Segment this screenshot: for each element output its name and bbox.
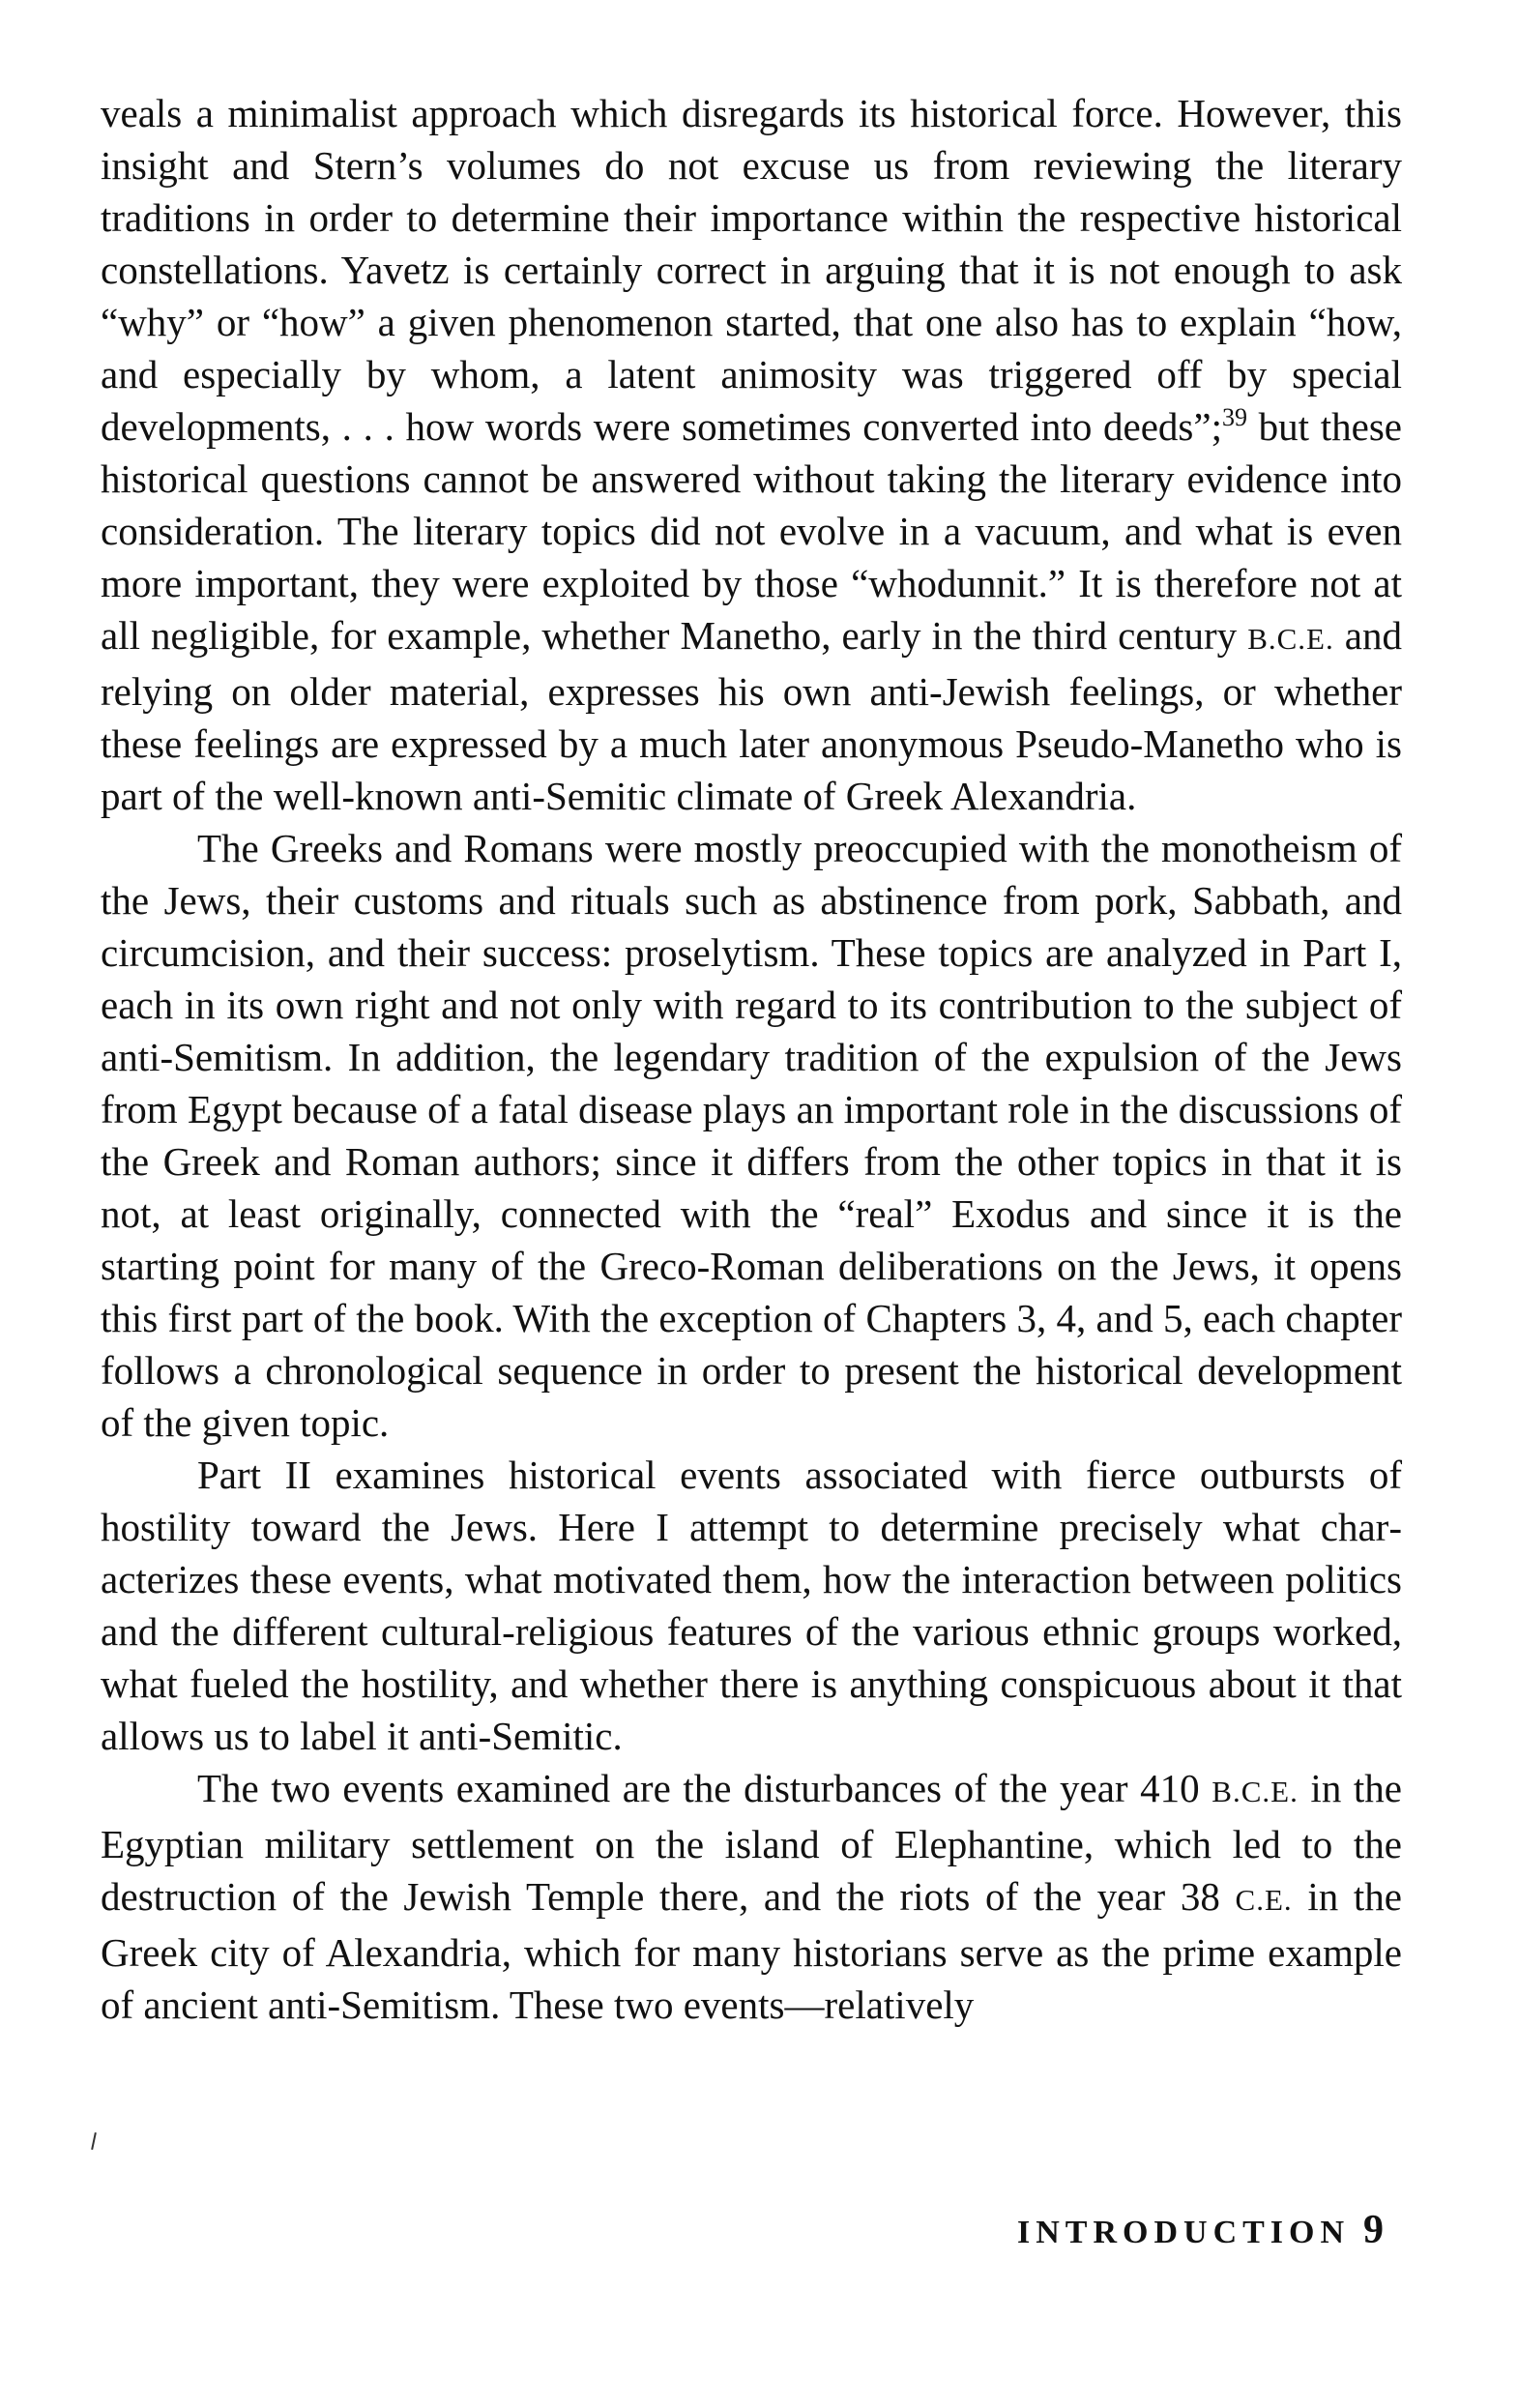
running-head: INTRODUCTION (1017, 2215, 1351, 2250)
era-abbrev: B.C.E. (1211, 1775, 1299, 1808)
era-abbrev: B.C.E. (1247, 622, 1334, 656)
paragraph-2: The Greeks and Romans were mostly preoccupied with the monotheism of the Jews, their customs and rituals such as abstinence from pork, Sabbath, and circumcision, and their success: proselytism. These topics are analyzed in Part I, each in its own right and not only with regard to its contribution to the subject of anti-Semitism. In addition, the legendary tradition of the expulsion of the Jews from Egypt because of a fatal disease plays an important role in the discussions of the Greek and Roman authors; since it differs from the other topics in that it is not, at least originally, connected with the “real” Exodus and since it is the starting point for many of the Greco-Roman deliberations on the Jews, it opens this first part of the book. With the exception of Chapters 3, 4, and 5, each chapter follows a chronological sequence in order to present the historical development of the given topic. (101, 826, 1402, 1445)
stray-mark (91, 2132, 97, 2150)
paragraph-1 (101, 87, 1402, 822)
footnote-ref-39: 39 (1221, 403, 1247, 431)
paragraph-4-part-a: The two events examined are the disturbances of the year 410 (197, 1766, 1212, 1810)
paragraph-1-part-c: and relying on older material, expresses his own anti-Jewish feelings, or whether these feelings are expressed by a much later anonymous Pseudo-Manetho who is part of the well-known anti-Semitic climate of Greek Alexandria. (101, 613, 1402, 818)
paragraph-3: Part II examines historical events associated with fierce outbursts of hostility toward the Jews. Here I attempt to determine precisely what characterizes these events, what motivated them, how the interaction between politics and the different cultural-religious features of the various ethnic groups worked, what fueled the hostility, and whether there is anything conspicuous about it that allows us to label it anti-Semitic. (101, 1453, 1402, 1758)
era-abbrev: C.E. (1235, 1883, 1293, 1917)
paragraph-1-part-a: veals a minimalist approach which disregards its historical force. However, this insight and Stern’s volumes do not excuse us from reviewing the literary traditions in order to determine their importance within the respective historical constellations. Yavetz is certainly correct in arguing that it is not enough to ask “why” or “how” a given phenomenon started, that one also has to explain “how, and especially by whom, a latent animosity was triggered off by special developments, . . . how words were sometimes converted into deeds”; (101, 91, 1402, 449)
body-text (101, 87, 1402, 2031)
paragraph-4-part-b: in the Egyptian military settlement on the island of Elephantine, which led to the destruction of the Jewish Temple there, and the riots of the year 38 (101, 1766, 1402, 1919)
page-number: 9 (1363, 2208, 1384, 2252)
paragraph-4-part-c: in the Greek city of Alexandria, which for many historians serve as the prime example of ancient anti-Semitism. These two events—relatively (101, 1874, 1402, 2027)
paragraph-1-part-b: but these historical questions cannot be answered without taking the literary evidence into consideration. The literary topics did not evolve in a vacuum, and what is even more important, they were exploited by those “whodunnit.” It is therefore not at all negligible, for example, whether Manetho, early in the third century (101, 404, 1403, 658)
paragraph-4 (101, 1762, 1402, 2031)
